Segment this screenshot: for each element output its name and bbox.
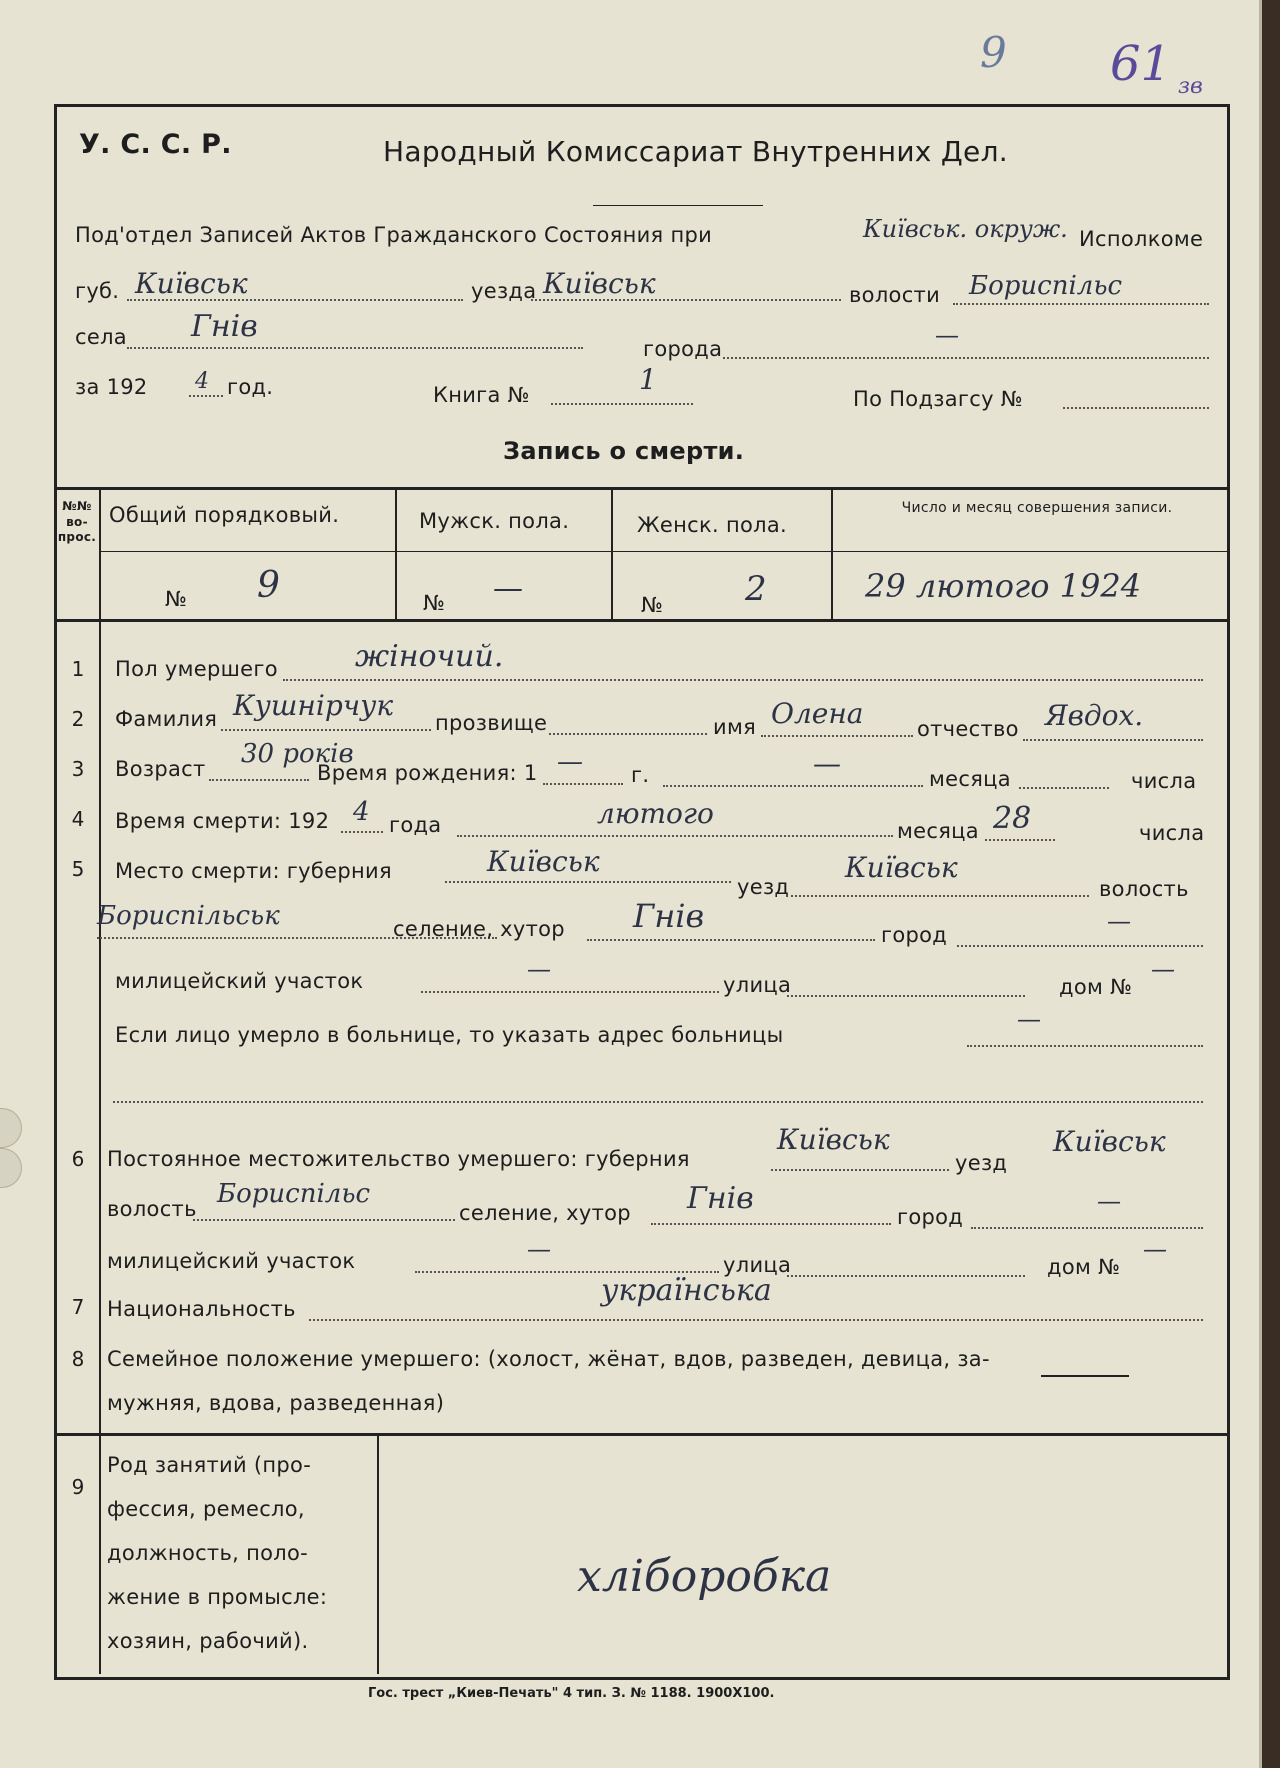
book-value: 1 [639, 363, 657, 396]
age-value: 30 років [241, 739, 354, 769]
birth-year-suffix: г. [631, 763, 650, 787]
res-volost-line [193, 1219, 455, 1221]
occupation-divider [377, 1433, 379, 1674]
date-value: 29 лютого 1924 [865, 567, 1142, 605]
podzags-label: По Подзагсу № [853, 387, 1023, 411]
nationality-value: українська [601, 1273, 772, 1308]
res-gub-value: Київськ [777, 1123, 890, 1156]
militia-line [421, 991, 719, 993]
occupation-label: хозяин, рабочий). [107, 1629, 309, 1653]
place-volost-value: Бориспільськ [97, 901, 280, 931]
res-volost-value: Бориспільс [217, 1179, 371, 1209]
table-head-rule [99, 551, 1227, 552]
sex-label: Пол умершего [115, 657, 278, 681]
question-number: 7 [71, 1295, 85, 1319]
res-uezd-label: уезд [955, 1151, 1008, 1175]
house-value: — [1151, 955, 1175, 983]
res-city-line [971, 1227, 1203, 1229]
volost-value: Бориспільс [969, 271, 1123, 301]
year-prefix: за 192 [75, 375, 148, 399]
col-date-header: Число и месяц совершения записи. [901, 500, 1173, 516]
militia-value: — [527, 955, 551, 983]
book-label: Книга № [433, 383, 530, 407]
question-number: 6 [71, 1147, 85, 1171]
gorod-line [723, 357, 1209, 359]
selo-line [127, 347, 583, 349]
death-year-line [341, 831, 383, 833]
table-top-rule [57, 487, 1227, 490]
occupation-top-rule [57, 1433, 1227, 1436]
birth-month-value: — [813, 747, 841, 780]
birth-day-label: числа [1131, 769, 1197, 793]
death-month-label: месяца [897, 819, 979, 843]
house-label: дом № [1059, 975, 1133, 999]
birth-label: Время рождения: 1 [317, 761, 538, 785]
selo-label: села [75, 325, 127, 349]
place-gub-line [445, 881, 731, 883]
question-number: 5 [71, 857, 85, 881]
col-female-header: Женск. пола. [637, 513, 787, 537]
res-city-label: город [897, 1205, 964, 1229]
hospital-line [967, 1045, 1203, 1047]
res-village-line [651, 1223, 891, 1225]
res-village-value: Гнів [687, 1181, 754, 1216]
female-no-value: 2 [745, 569, 767, 609]
death-day-line [985, 839, 1055, 841]
table-col-male [611, 487, 613, 619]
res-uezd-value: Київськ [1053, 1125, 1166, 1158]
sex-line [283, 679, 1203, 681]
volost-line [953, 303, 1209, 305]
question-number: 1 [71, 657, 85, 681]
nationality-label: Национальность [107, 1297, 296, 1321]
male-no-value: — [493, 571, 523, 606]
year-value: 4 [195, 369, 209, 394]
col-general-header: Общий порядковый. [109, 503, 340, 527]
commissariat-title: Народный Комиссариат Внутренних Дел. [383, 135, 1008, 168]
birth-month-line [663, 785, 923, 787]
punch-hole [0, 1148, 22, 1188]
question-number: 2 [71, 707, 85, 731]
death-label: Время смерти: 192 [115, 809, 330, 833]
podzags-line [1063, 407, 1209, 409]
family-selected-underline [1041, 1375, 1129, 1377]
occupation-label: жение в промысле: [107, 1585, 328, 1609]
table-col-female [831, 487, 833, 619]
selo-value: Гнів [191, 309, 258, 344]
place-city-label: город [881, 923, 948, 947]
subdept-value: Київськ. окруж. [863, 215, 1068, 243]
record-title: Запись о смерти. [503, 437, 745, 465]
street-line [787, 995, 1025, 997]
place-uezd-label: уезд [737, 875, 790, 899]
republic-title: У. С. С. Р. [79, 129, 232, 160]
uezd-label: уезда [471, 279, 537, 303]
place-village-value: Гнів [633, 897, 705, 935]
birth-month-label: месяца [929, 767, 1011, 791]
archive-folio-number: 61 [1110, 36, 1172, 92]
death-year-value: 4 [353, 797, 370, 827]
sex-value: жіночий. [355, 639, 504, 674]
punch-hole [0, 1108, 22, 1148]
occupation-label: фессия, ремесло, [107, 1497, 305, 1521]
occupation-value: хліборобка [577, 1551, 832, 1602]
place-label: Место смерти: губерния [115, 859, 392, 883]
death-day-label: числа [1139, 821, 1205, 845]
archive-sheet-number: 9 [980, 28, 1007, 77]
form-frame [54, 104, 1230, 1680]
res-street-label: улица [723, 1253, 792, 1277]
ispolkom-label: Исполкоме [1079, 227, 1204, 251]
place-city-line [957, 945, 1203, 947]
occupation-label: должность, поло- [107, 1541, 309, 1565]
place-city-value: — [1107, 907, 1131, 935]
year-suffix: год. [227, 375, 274, 399]
place-gub-value: Київськ [487, 845, 600, 878]
question-number: 8 [71, 1347, 85, 1371]
death-month-value: лютого [597, 797, 714, 830]
table-col-q [99, 487, 101, 1674]
volost-label: волости [849, 283, 941, 307]
surname-label: Фамилия [115, 707, 218, 731]
res-house-value: — [1143, 1235, 1167, 1263]
street-label: улица [723, 973, 792, 997]
table-col-general [395, 487, 397, 619]
table-body-rule [57, 619, 1227, 622]
militia-label: милицейский участок [115, 969, 364, 993]
nickname-label: прозвище [435, 711, 548, 735]
death-month-line [457, 835, 893, 837]
age-line [209, 779, 309, 781]
title-underline [593, 205, 763, 206]
question-number: 9 [71, 1475, 85, 1499]
place-village-line [587, 939, 875, 941]
question-number: 3 [71, 757, 85, 781]
res-street-line [787, 1275, 1025, 1277]
death-year-suffix: года [389, 813, 442, 837]
general-no-sign: № [165, 587, 188, 611]
gub-value: Київськ [135, 267, 248, 300]
family-label-continued: мужняя, вдова, разведенная) [107, 1391, 445, 1415]
nickname-line [549, 733, 707, 735]
patronymic-value: Явдох. [1045, 699, 1144, 732]
gorod-label: города [643, 337, 723, 361]
patronymic-line [1023, 739, 1203, 741]
patronymic-label: отчество [917, 717, 1019, 741]
uezd-value: Київськ [543, 267, 656, 300]
res-city-value: — [1097, 1187, 1121, 1215]
hospital-line-2 [113, 1101, 1203, 1103]
year-line [189, 395, 223, 397]
res-gub-line [771, 1169, 949, 1171]
male-no-sign: № [423, 591, 446, 615]
col-q-header: №№ во- прос. [57, 499, 97, 545]
printer-footer: Гос. трест „Киев-Печать" 4 тип. З. № 1188. 1900X100. [368, 1686, 775, 1701]
subdept-label: Под'отдел Записей Актов Гражданского Состояния при [75, 223, 713, 247]
name-label: имя [713, 715, 757, 739]
hospital-value: — [1017, 1005, 1041, 1033]
res-house-label: дом № [1047, 1255, 1121, 1279]
gub-label: губ. [75, 279, 120, 303]
nationality-line [309, 1319, 1203, 1321]
female-no-sign: № [641, 593, 664, 617]
hospital-label: Если лицо умерло в больнице, то указать адрес больницы [115, 1023, 784, 1047]
age-label: Возраст [115, 757, 206, 781]
archive-folio-suffix: зв [1178, 74, 1203, 99]
place-uezd-value: Київськ [845, 851, 958, 884]
gorod-value: — [935, 321, 959, 349]
res-volost-label: волость [107, 1197, 197, 1221]
birth-day-line [1019, 787, 1109, 789]
family-label: Семейное положение умершего: (холост, жёнат, вдов, разведен, девица, за- [107, 1347, 990, 1371]
surname-line [221, 729, 431, 731]
col-male-header: Мужск. пола. [419, 509, 570, 533]
death-day-value: 28 [993, 801, 1032, 836]
residence-label: Постоянное местожительство умершего: губерния [107, 1147, 690, 1171]
res-village-label: селение, хутор [459, 1201, 631, 1225]
name-line [761, 735, 913, 737]
place-village-label: селение, хутор [393, 917, 565, 941]
birth-year-line [543, 783, 623, 785]
general-no-value: 9 [257, 565, 280, 606]
place-uezd-line [791, 895, 1089, 897]
surname-value: Кушнірчук [233, 689, 394, 722]
place-volost-label: волость [1099, 877, 1189, 901]
res-militia-label: милицейский участок [107, 1249, 356, 1273]
book-line [551, 403, 693, 405]
occupation-label: Род занятий (про- [107, 1453, 312, 1477]
question-number: 4 [71, 807, 85, 831]
birth-year-value: — [557, 747, 583, 777]
res-militia-value: — [527, 1235, 551, 1263]
name-value: Олена [771, 697, 864, 730]
